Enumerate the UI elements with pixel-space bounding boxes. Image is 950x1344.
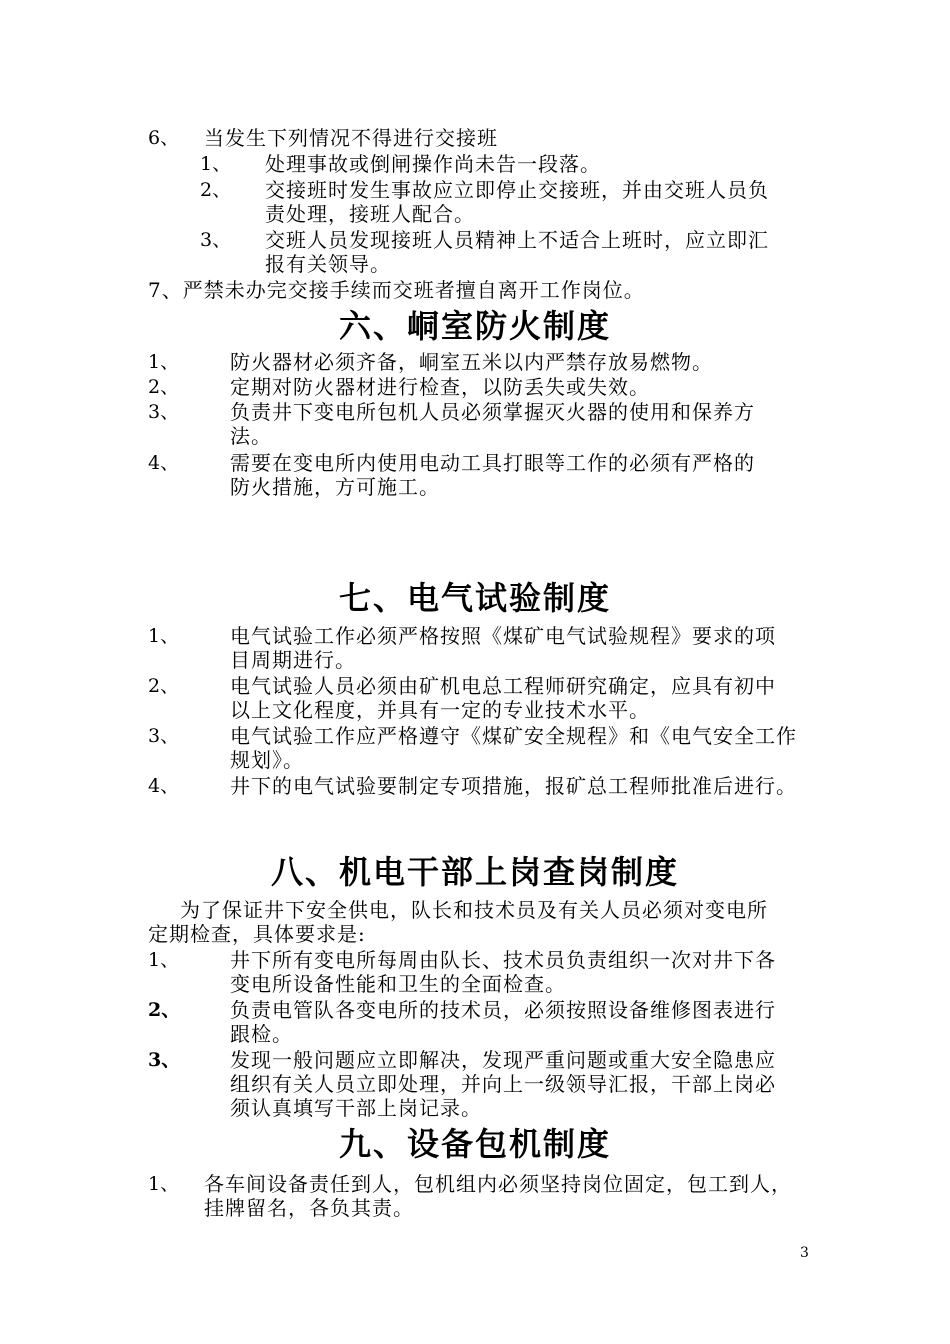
list-item-text: 处理事故或倒闸操作尚未告一段落。	[265, 152, 601, 176]
item-number: 4、	[148, 452, 180, 474]
item-number: 1、	[148, 1173, 180, 1195]
list-item-text: 发现一般问题应立即解决，发现严重问题或重大安全隐患应	[230, 1048, 776, 1072]
list-item-text: 负责电管队各变电所的技术员，必须按照设备维修图表进行	[230, 998, 776, 1022]
item-number: 3、	[148, 1049, 181, 1071]
list-item-text: 当发生下列情况不得进行交接班	[204, 126, 498, 150]
list-item-text: 交接班时发生事故应立即停止交接班，并由交班人员负	[265, 178, 769, 202]
item-number: 4、	[148, 775, 180, 797]
section-heading: 七、电气试验制度	[338, 579, 611, 617]
list-item-text: 电气试验人员必须由矿机电总工程师研究确定，应具有初中	[230, 674, 776, 698]
list-item-text: 责处理，接班人配合。	[265, 202, 475, 226]
item-number: 3、	[148, 725, 180, 747]
list-item-text: 挂牌留名，各负其责。	[204, 1196, 414, 1220]
list-item-text: 报有关领导。	[265, 252, 391, 276]
item-number: 1、	[148, 351, 180, 373]
list-item-text: 组织有关人员立即处理，并向上一级领导汇报，干部上岗必	[230, 1072, 776, 1096]
item-number: 1、	[148, 949, 180, 971]
item-number: 2、	[148, 999, 181, 1021]
list-item-text: 电气试验工作应严格遵守《煤矿安全规程》和《电气安全工作	[230, 724, 797, 748]
list-item-text: 电气试验工作必须严格按照《煤矿电气试验规程》要求的项	[230, 624, 776, 648]
item-number: 1、	[148, 625, 180, 647]
list-item-text: 7、严禁未办完交接手续而交班者擅自离开工作岗位。	[148, 278, 645, 302]
item-number: 2、	[148, 376, 180, 398]
list-item-text: 防火器材必须齐备，峒室五米以内严禁存放易燃物。	[230, 350, 713, 374]
item-number: 3、	[148, 401, 180, 423]
item-number: 2、	[200, 179, 232, 201]
item-number: 2、	[148, 675, 180, 697]
list-item-text: 目周期进行。	[230, 648, 356, 672]
item-number: 3、	[200, 229, 232, 251]
section-heading: 九、设备包机制度	[338, 1125, 611, 1163]
list-item-text: 规划》。	[230, 748, 304, 772]
page-number: 3	[800, 1245, 809, 1261]
list-item-text: 法。	[230, 424, 272, 448]
list-item-text: 跟检。	[230, 1022, 293, 1046]
section-heading: 六、峒室防火制度	[338, 307, 611, 345]
paragraph-line: 为了保证井下安全供电，队长和技术员及有关人员必须对变电所	[180, 898, 768, 922]
list-item-text: 井下的电气试验要制定专项措施，报矿总工程师批准后进行。	[230, 774, 797, 798]
list-item-text: 定期对防火器材进行检查，以防丢失或失效。	[230, 375, 650, 399]
list-item-text: 各车间设备责任到人，包机组内必须坚持岗位固定，包工到人，	[204, 1172, 792, 1196]
list-item-text: 须认真填写干部上岗记录。	[230, 1096, 482, 1120]
list-item-text: 需要在变电所内使用电动工具打眼等工作的必须有严格的	[230, 451, 755, 475]
list-item-text: 防火措施，方可施工。	[230, 475, 440, 499]
list-item-text: 以上文化程度，并具有一定的专业技术水平。	[230, 698, 650, 722]
paragraph-line: 定期检查，具体要求是:	[148, 922, 366, 946]
item-number: 1、	[200, 153, 232, 175]
list-item-text: 交班人员发现接班人员精神上不适合上班时，应立即汇	[265, 228, 769, 252]
section-heading: 八、机电干部上岗查岗制度	[270, 853, 679, 891]
list-item-text: 负责井下变电所包机人员必须掌握灭火器的使用和保养方	[230, 400, 755, 424]
list-item-text: 井下所有变电所每周由队长、技术员负责组织一次对井下各	[230, 948, 776, 972]
item-number: 6、	[148, 127, 180, 149]
list-item-text: 变电所设备性能和卫生的全面检查。	[230, 972, 566, 996]
